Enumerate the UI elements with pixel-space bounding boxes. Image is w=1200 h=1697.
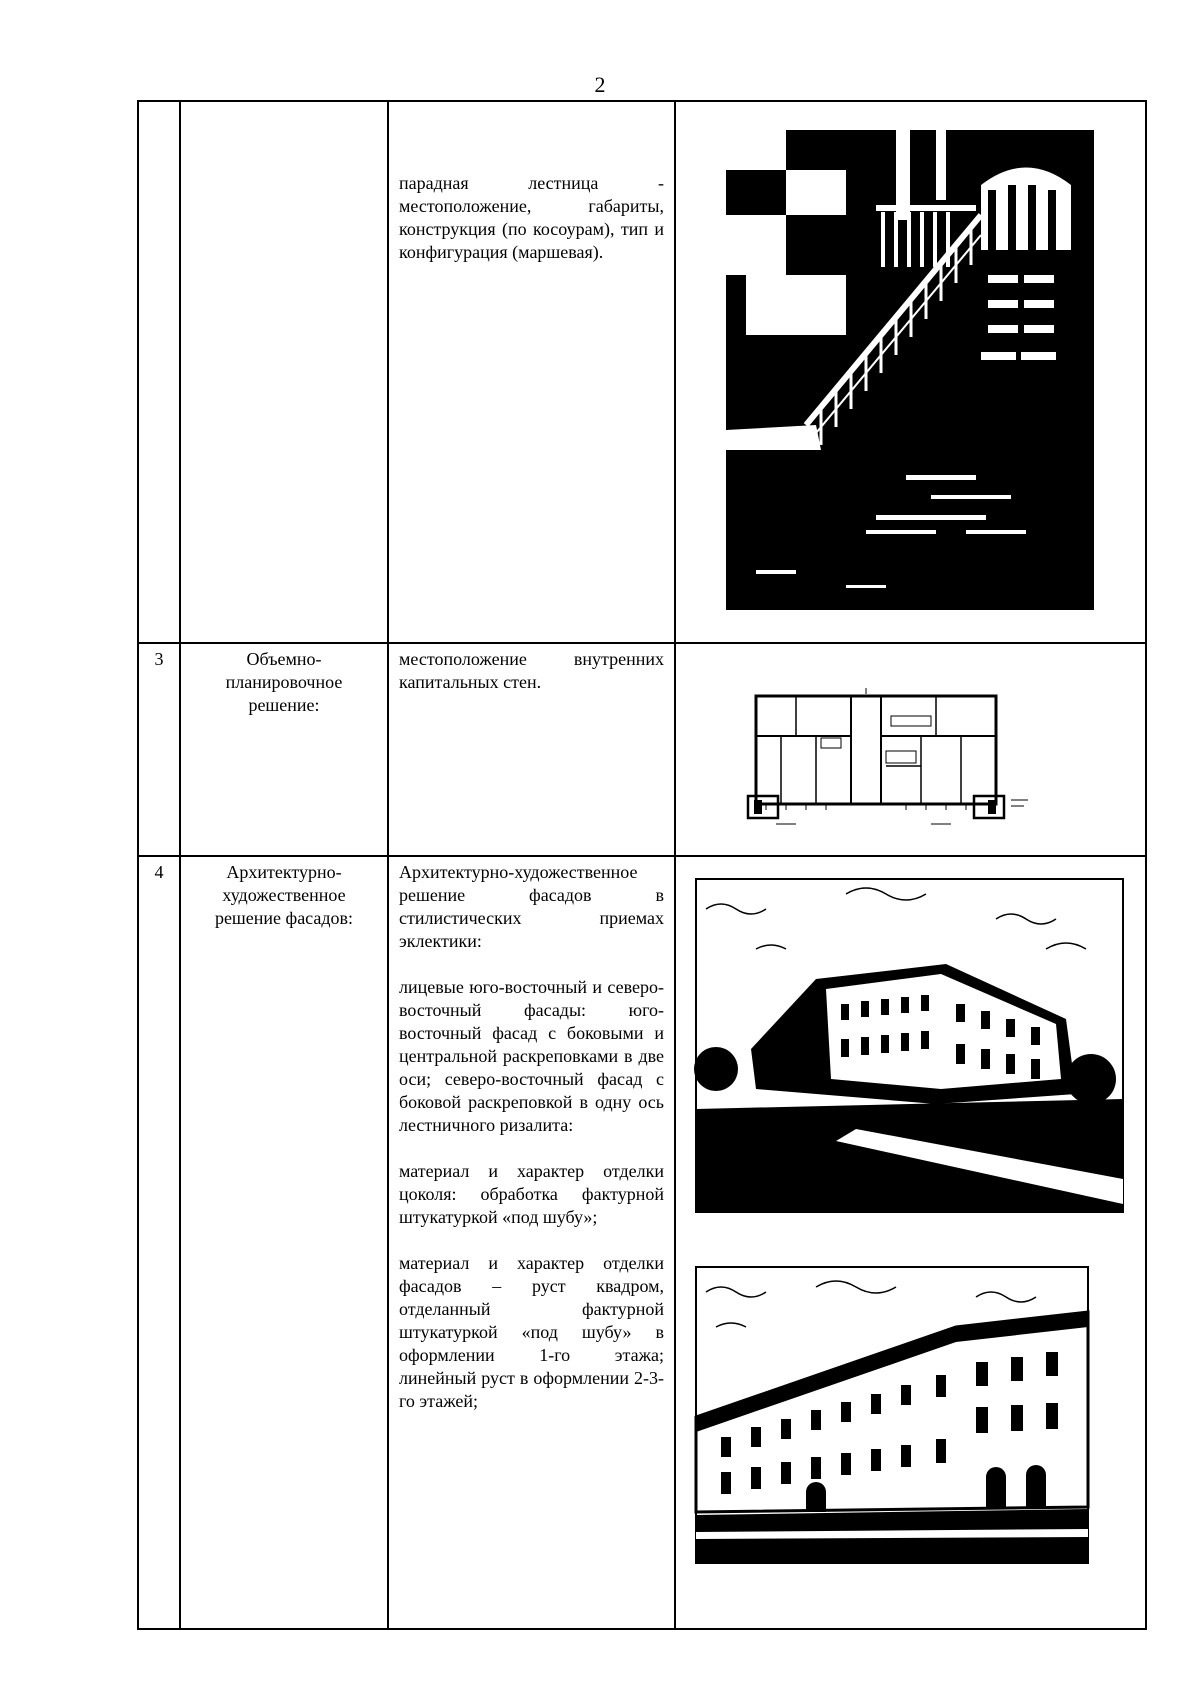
row-number	[139, 102, 179, 106]
subject-text: Архитектурно-художественное решение фасадов:	[214, 862, 354, 928]
facade-photo-front	[696, 1267, 1088, 1563]
facade-photos	[676, 857, 1145, 1626]
description-cell	[388, 643, 675, 856]
description-text: лицевые юго-восточный и северо-восточный фасады: юго-восточный фасад с боковыми и центральной раскреповками в две оси; северо-восточный фасад с боковой раскреповкой в одну ось лестничного ризалита:	[399, 977, 664, 1135]
facade-photo-corner	[694, 879, 1123, 1212]
row-number-cell	[138, 643, 180, 856]
subject-text: Объемно-планировочное решение:	[225, 649, 343, 715]
image-cell	[675, 643, 1146, 856]
page-number: 2	[594, 72, 606, 97]
description-text: Архитектурно-художественное решение фасадов в стилистических приемах эклектики:	[399, 862, 664, 951]
floor-plan-drawing	[676, 644, 1145, 853]
table-row	[138, 856, 1146, 1629]
image-cell	[675, 856, 1146, 1629]
description-text: материал и характер отделки фасадов – руст квадром, отделанный фактурной штукатуркой «под шубу» в оформлении 1-го этажа; линейный руст в оформлении 2-3-го этажей;	[399, 1253, 664, 1411]
description-cell	[388, 101, 675, 643]
table-row	[138, 101, 1146, 643]
image-cell	[675, 101, 1146, 643]
table-row	[138, 643, 1146, 856]
description-cell	[388, 856, 675, 1629]
row-number-cell	[138, 856, 180, 1629]
monument-protection-table	[137, 100, 1147, 1630]
subject-cell	[180, 643, 388, 856]
subject-cell	[180, 101, 388, 643]
row-number: 3	[154, 649, 164, 669]
subject-text	[181, 102, 387, 106]
description-text: местоположение внутренних капитальных стен.	[399, 649, 664, 692]
row-number: 4	[154, 862, 164, 882]
row-number-cell	[138, 101, 180, 643]
description-text: парадная лестница - местоположение, габариты, конструкция (по косоурам), тип и конфигурация (маршевая).	[399, 173, 664, 262]
description-text: материал и характер отделки цоколя: обработка фактурной штукатуркой «под шубу»;	[399, 1161, 664, 1227]
staircase-photo	[676, 102, 1145, 640]
subject-cell	[180, 856, 388, 1629]
